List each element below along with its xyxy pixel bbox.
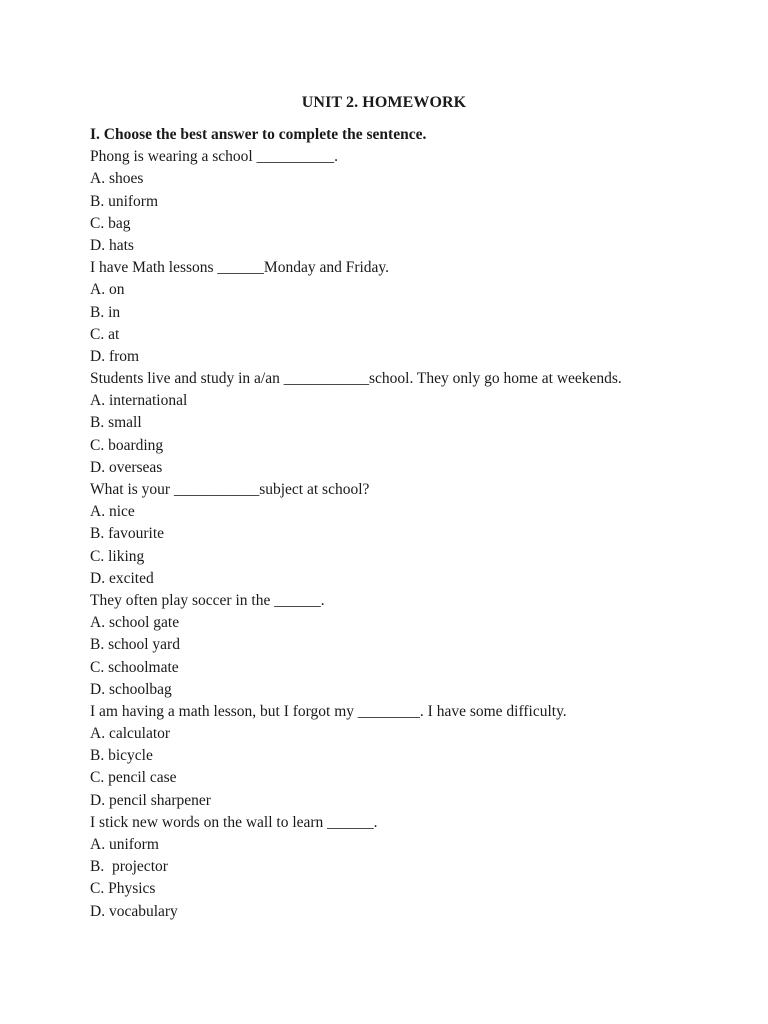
answer-option-a: A. school gate — [90, 614, 180, 632]
question-3 — [90, 368, 710, 479]
answer-option-c: C. liking — [90, 547, 145, 565]
answer-option-a: A. international — [90, 392, 188, 410]
answer-option-c: C. pencil case — [90, 769, 177, 787]
answer-option-d: D. pencil sharpener — [90, 791, 211, 809]
answer-option-b: B. favourite — [90, 525, 165, 543]
answer-option-a: A. nice — [90, 503, 135, 521]
answer-option-a: A. shoes — [90, 170, 144, 188]
answer-option-c: C. Physics — [90, 880, 156, 898]
question-2 — [90, 257, 710, 368]
answer-option-a: A. on — [90, 281, 125, 299]
question-7 — [90, 812, 710, 923]
answer-option-d: D. excited — [90, 569, 154, 587]
question-prompt: They often play soccer in the ______. — [90, 591, 325, 609]
question-prompt: What is your ___________subject at school? — [90, 481, 370, 498]
answer-option-b: B. uniform — [90, 192, 159, 210]
question-prompt: I am having a math lesson, but I forgot my ________. I have some difficulty. — [90, 702, 567, 720]
answer-option-d: D. schoolbag — [90, 680, 172, 698]
page-title: UNIT 2. HOMEWORK — [301, 94, 467, 111]
answer-option-b: B. small — [90, 414, 142, 432]
question-prompt: I stick new words on the wall to learn ______. — [90, 813, 378, 831]
question-4 — [90, 479, 710, 590]
answer-option-b: B. school yard — [90, 636, 180, 654]
answer-option-c: C. boarding — [90, 436, 164, 454]
question-1 — [90, 146, 710, 257]
exercise-section — [90, 124, 710, 923]
question-prompt: I have Math lessons ______Monday and Friday. — [90, 259, 390, 277]
answer-option-c: C. at — [90, 325, 120, 343]
question-6 — [90, 701, 710, 812]
answer-option-d: D. overseas — [90, 458, 163, 476]
answer-option-d: D. hats — [90, 236, 134, 254]
answer-option-b: B. projector — [90, 858, 168, 876]
question-5 — [90, 590, 710, 701]
answer-option-a: A. calculator — [90, 725, 171, 743]
answer-option-d: D. vocabulary — [90, 902, 178, 920]
answer-option-d: D. from — [90, 347, 140, 365]
answer-option-c: C. schoolmate — [90, 658, 179, 676]
answer-option-c: C. bag — [90, 214, 131, 232]
question-prompt: Phong is wearing a school __________. — [90, 148, 338, 166]
section-heading: I. Choose the best answer to complete the sentence. — [90, 126, 427, 143]
answer-option-b: B. bicycle — [90, 747, 153, 765]
answer-option-b: B. in — [90, 303, 121, 321]
question-prompt: Students live and study in a/an ___________school. They only go home at weekends. — [90, 370, 622, 388]
answer-option-a: A. uniform — [90, 836, 159, 853]
